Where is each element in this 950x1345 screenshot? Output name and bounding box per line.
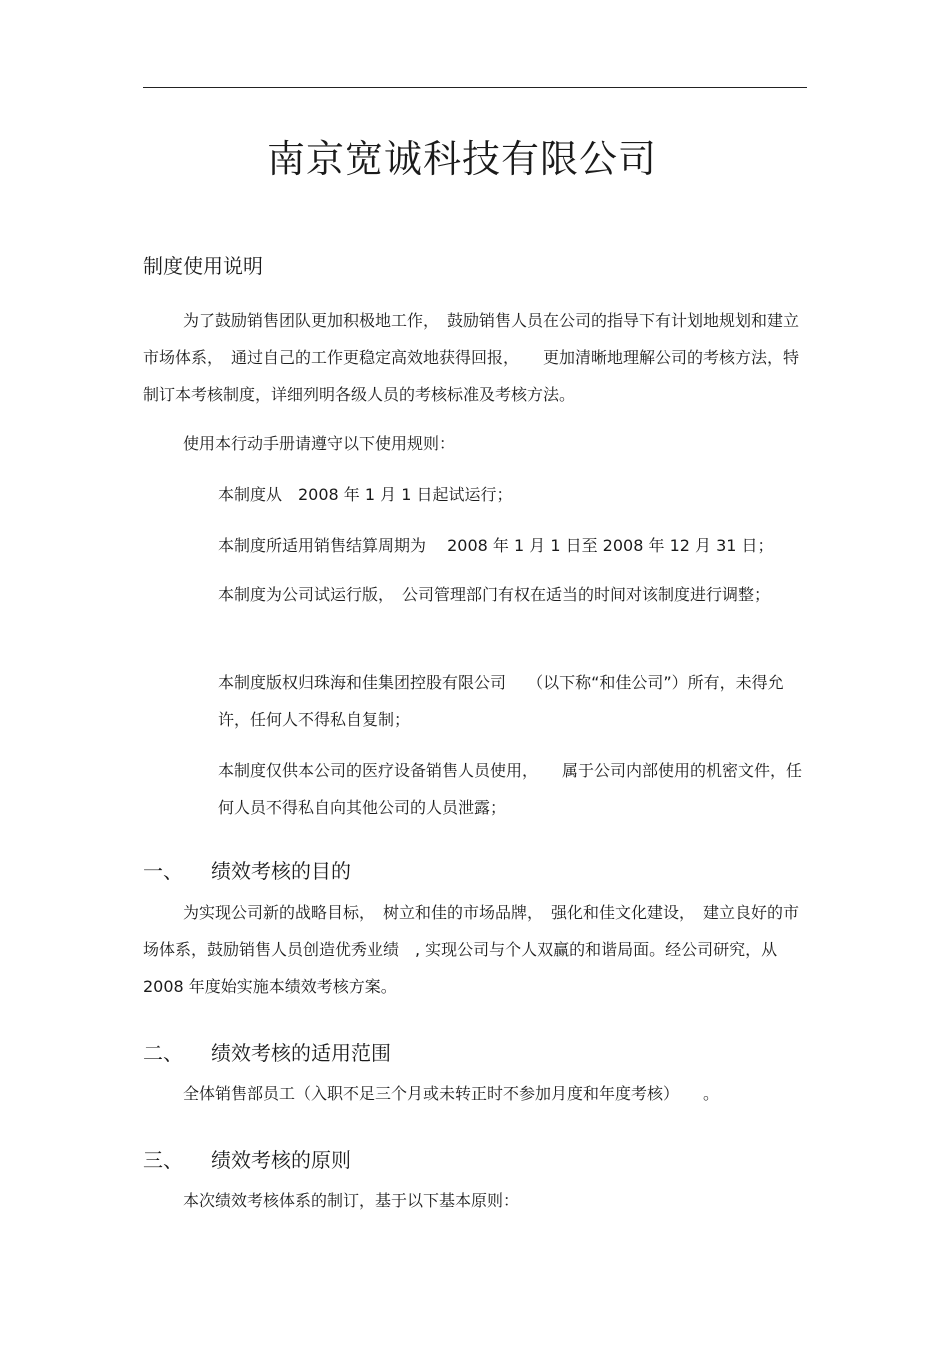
section-number: 三、 [143, 1148, 183, 1172]
rule-item: 本制度版权归珠海和佳集团控股有限公司 （以下称“和佳公司”）所有，未得允许，任何人不得私自复制； [218, 673, 784, 729]
section-heading [143, 1144, 351, 1173]
section-number: 二、 [143, 1041, 183, 1065]
section-heading [143, 1037, 391, 1066]
rule-item: 本制度仅供本公司的医疗设备销售人员使用， 属于公司内部使用的机密文件，任何人员不得私自向其他公司的人员泄露； [218, 761, 803, 817]
company-title: 南京宽诚科技有限公司 [266, 137, 657, 181]
rule-item: 本制度为公司试运行版， 公司管理部门有权在适当的时间对该制度进行调整； [218, 585, 771, 604]
rules-lead: 使用本行动手册请遵守以下使用规则： [183, 434, 456, 453]
section-body: 全体销售部员工（入职不足三个月或未转正时不参加月度和年度考核） 。 [183, 1084, 720, 1103]
header-rule [143, 87, 807, 88]
intro-paragraph: 为了鼓励销售团队更加积极地工作， 鼓励销售人员在公司的指导下有计划地规划和建立市场体系， 通过自己的工作更稳定高效地获得回报， 更加清晰地理解公司的考核方法，特制订本考核制度，详细列明各级人员的考核标准及考核方法。 [143, 311, 800, 404]
section-body: 为实现公司新的战略目标， 树立和佳的市场品牌， 强化和佳文化建设， 建立良好的市场体系，鼓励销售人员创造优秀业绩 , 实现公司与个人双赢的和谐局面。经公司研究，从 2008 年度始实施本绩效考核方案。 [143, 903, 800, 996]
rule-item: 本制度从 2008 年 1 月 1 日起试运行； [218, 485, 513, 504]
section-heading [143, 855, 351, 884]
section-body: 本次绩效考核体系的制订，基于以下基本原则： [183, 1191, 520, 1210]
section-number: 一、 [143, 859, 183, 883]
section-title: 绩效考核的原则 [211, 1148, 351, 1172]
usage-heading: 制度使用说明 [143, 254, 263, 278]
rule-item: 本制度所适用销售结算周期为 2008 年 1 月 1 日至 2008 年 12 月 31 日； [218, 536, 774, 555]
section-title: 绩效考核的适用范围 [211, 1041, 391, 1065]
section-title: 绩效考核的目的 [211, 859, 351, 883]
